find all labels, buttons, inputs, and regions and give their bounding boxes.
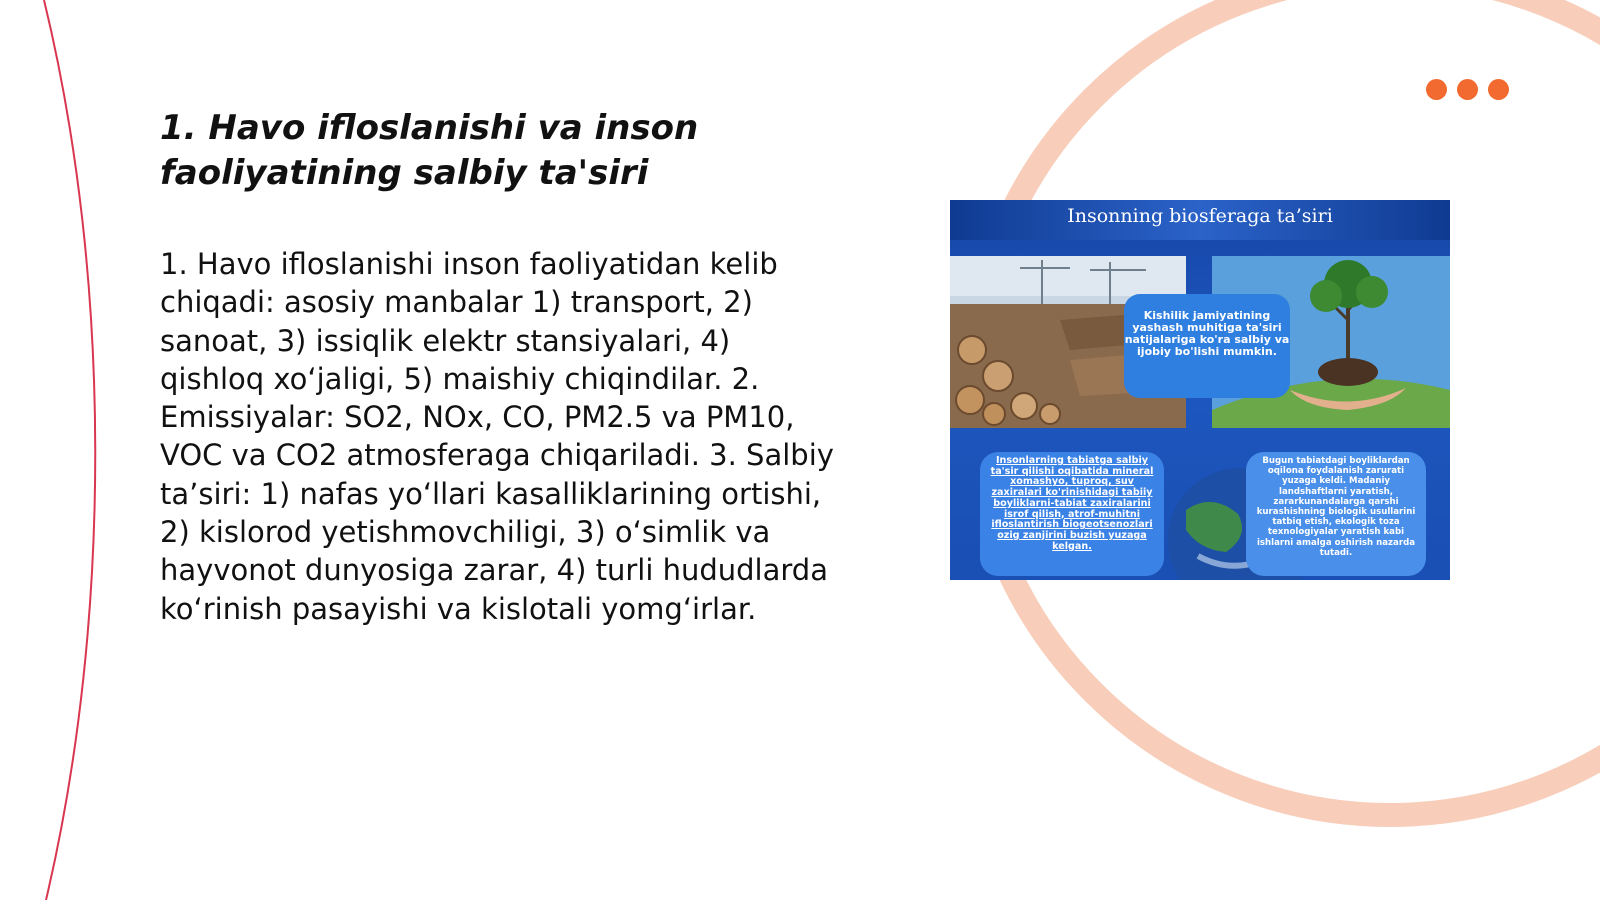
more-dots-icon[interactable]: [1426, 79, 1509, 100]
biosphere-image: [950, 200, 1450, 580]
dot-2: [1457, 79, 1478, 100]
slide-body-text: 1. Havo ifloslanishi inson faoliyatidan kelib chiqadi: asosiy manbalar 1) transport, 2) sanoat, 3) issiqlik elektr stansiyalari, 4) qishloq xo‘jaligi, 5) maishiy chiqindilar. 2. Emissiyalar: SO2, NOx, CO, PM2.5 va PM10, VOC va CO2 atmosferaga chiqariladi. 3. Salbiy ta’siri: 1) nafas yo‘llari kasalliklarining ortishi, 2) kislorod yetishmovchiligi, 3) o‘simlik va hayvonot dunyosiga zarar, 4) turli hududlarda ko‘rinish pasayishi va kislotali yomg‘irlar.: [160, 247, 834, 626]
dot-3: [1488, 79, 1509, 100]
figure-box-right: Bugun tabiatdagi boyliklardan oqilona foydalanish zarurati yuzaga keldi. Madaniy landshaftlarni yaratish, zararkunandalarga qarshi kurashishning biologik usullarini tatbiq etish, ekologik toza texnologiyalar yaratish kabi ishlarni amalga oshirish nazarda tutadi.: [1246, 452, 1426, 576]
figure-box-left: Insonlarning tabiatga salbiy ta'sir qilishi oqibatida mineral xomashyo, tuproq, suv zaxiralari ko'rinishidagi tabiiy boyliklarni-tabiat zaxiralarini isrof qilish, atrof-muhitni ifloslantirish biogeotsenozlari ozig zanjirini buzish yuzaga kelgan.: [980, 452, 1164, 576]
figure-title: Insonning biosferaga ta’siri: [950, 200, 1450, 240]
left-red-curve: [44, 0, 95, 900]
dot-1: [1426, 79, 1447, 100]
slide-title: 1. Havo ifloslanishi va inson faoliyatining salbiy ta'siri: [160, 108, 699, 193]
figure-box-top: Kishilik jamiyatining yashash muhitiga ta'siri natijalariga ko'ra salbiy va ijobiy bo'lishi mumkin.: [1124, 294, 1290, 398]
